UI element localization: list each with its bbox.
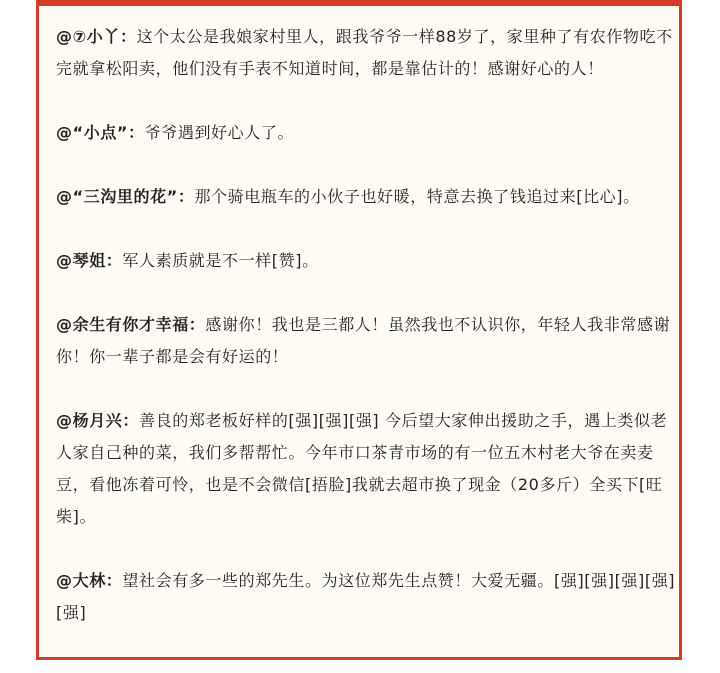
comment-item <box>56 117 676 149</box>
comment-item <box>56 245 676 277</box>
comment-author: @“小点”： <box>56 123 145 142</box>
comment-author: @余生有你才幸福： <box>56 315 206 334</box>
comment-item <box>56 309 676 373</box>
comment-item <box>56 565 676 629</box>
comment-text: 感谢你！我也是三都人！虽然我也不认识你，年轻人我非常感谢你！你一辈子都是会有好运的！ <box>56 315 671 366</box>
comment-author: @“三沟里的花”： <box>56 187 195 206</box>
comment-text: 爷爷遇到好心人了。 <box>144 123 295 142</box>
comment-author: @⑦小丫： <box>56 27 137 46</box>
comment-author: @琴姐： <box>56 251 123 270</box>
comment-text: 军人素质就是不一样[赞]。 <box>122 251 319 270</box>
comment-item <box>56 405 676 533</box>
comment-author: @杨月兴： <box>56 411 140 430</box>
comment-text: 善良的郑老板好样的[强][强][强] 今后望大家伸出援助之手，遇上类似老人家自己种的菜，我们多帮帮忙。今年市口茶青市场的有一位五木村老大爷在卖麦豆，看他冻着可怜，也是不会微信[捂脸]我就去超市换了现金（20多斤）全买下[旺柴]。 <box>56 411 668 526</box>
comment-text: 这个太公是我娘家村里人，跟我爷爷一样88岁了，家里种了有农作物吃不完就拿松阳卖，他们没有手表不知道时间，都是靠估计的！感谢好心的人！ <box>56 27 673 78</box>
comment-item <box>56 181 676 213</box>
comment-list <box>56 21 676 661</box>
comment-text: 望社会有多一些的郑先生。为这位郑先生点赞！大爱无疆。[强][强][强][强][强] <box>56 571 676 622</box>
comment-item <box>56 21 676 85</box>
comment-text: 那个骑电瓶车的小伙子也好暖，特意去换了钱追过来[比心]。 <box>194 187 640 206</box>
comment-author: @大林： <box>56 571 123 590</box>
